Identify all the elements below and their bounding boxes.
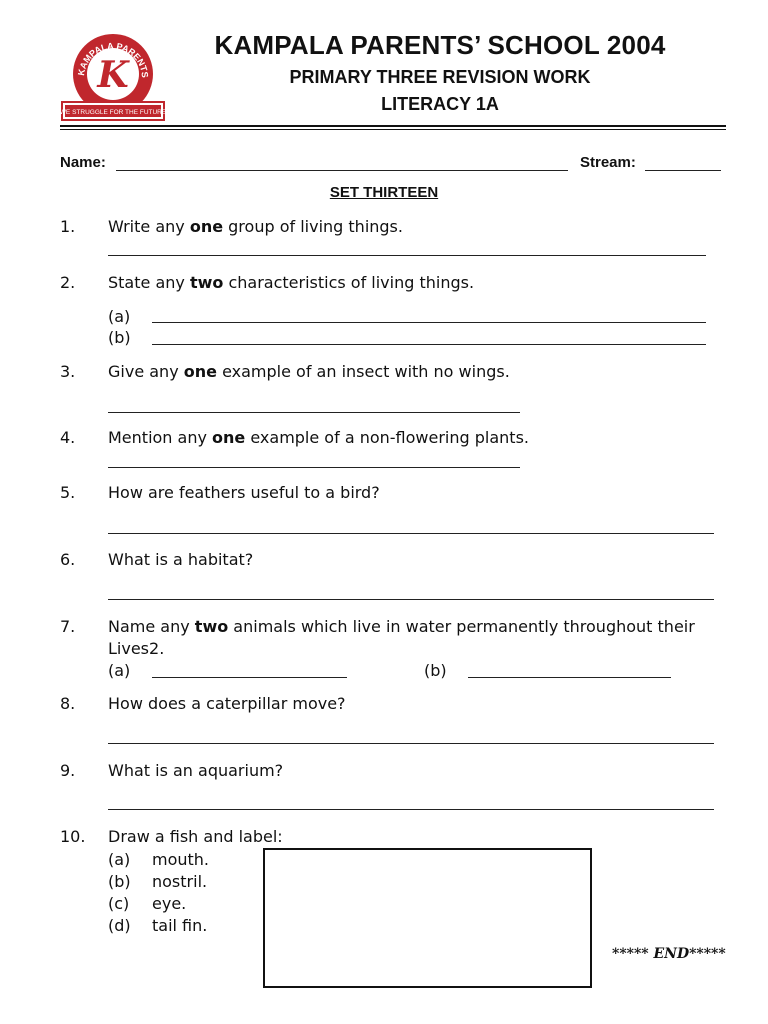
- subject-title: LITERACY 1A: [381, 94, 499, 114]
- question-2-sub-b: (b): [108, 328, 131, 347]
- stream-field[interactable]: [645, 170, 721, 171]
- question-7-number: 7.: [60, 617, 76, 636]
- answer-line-4[interactable]: [108, 467, 520, 468]
- question-1-text: Write any one group of living things.: [108, 217, 403, 236]
- question-2-number: 2.: [60, 273, 76, 292]
- question-2-text: State any two characteristics of living things.: [108, 273, 475, 292]
- question-8-text: How does a caterpillar move?: [108, 694, 346, 713]
- answer-line-1[interactable]: [108, 255, 706, 256]
- question-5-number: 5.: [60, 483, 76, 502]
- drawing-box[interactable]: [263, 848, 592, 988]
- question-3-text: Give any one example of an insect with no wings.: [108, 362, 510, 381]
- answer-line-3[interactable]: [108, 412, 520, 413]
- logo-letter: K: [97, 54, 129, 96]
- name-label: Name:: [60, 154, 106, 171]
- answer-line-9[interactable]: [108, 809, 714, 810]
- answer-line-2b[interactable]: [152, 344, 706, 345]
- label-letter-a: (a): [108, 850, 131, 869]
- answer-line-2a[interactable]: [152, 322, 706, 323]
- end-marker: ***** END*****: [612, 946, 726, 962]
- logo-motto: WE STRUGGLE FOR THE FUTURE: [60, 109, 166, 116]
- label-eye: eye.: [152, 894, 187, 913]
- question-10-text: Draw a fish and label:: [108, 827, 283, 846]
- label-letter-b: (b): [108, 872, 131, 891]
- answer-line-7a[interactable]: [152, 677, 347, 678]
- school-name: KAMPALA PARENTS’ SCHOOL 2004: [214, 30, 666, 60]
- question-6-number: 6.: [60, 550, 76, 569]
- question-1-number: 1.: [60, 217, 76, 236]
- question-3-number: 3.: [60, 362, 76, 381]
- question-7-text: Name any two animals which live in water permanently throughout their: [108, 617, 695, 636]
- stream-label: Stream:: [580, 154, 636, 171]
- header-rule: [60, 125, 726, 127]
- logo-ring-text: KAMPALA PARENTS: [76, 40, 151, 79]
- answer-line-6[interactable]: [108, 599, 714, 600]
- label-letter-c: (c): [108, 894, 130, 913]
- name-field[interactable]: [116, 170, 568, 171]
- answer-line-7b[interactable]: [468, 677, 671, 678]
- answer-line-5[interactable]: [108, 533, 714, 534]
- question-2-sub-a: (a): [108, 307, 131, 326]
- label-letter-d: (d): [108, 916, 131, 935]
- label-tail-fin: tail fin.: [152, 916, 208, 935]
- label-nostril: nostril.: [152, 872, 208, 891]
- question-7-sub-b: (b): [424, 661, 447, 680]
- question-10-number: 10.: [60, 827, 86, 846]
- question-9-number: 9.: [60, 761, 76, 780]
- question-7-text-cont: Lives2.: [108, 639, 165, 658]
- question-5-text: How are feathers useful to a bird?: [108, 483, 380, 502]
- label-mouth: mouth.: [152, 850, 210, 869]
- question-9-text: What is an aquarium?: [108, 761, 284, 780]
- question-4-text: Mention any one example of a non-flowering plants.: [108, 428, 529, 447]
- question-8-number: 8.: [60, 694, 76, 713]
- answer-line-8[interactable]: [108, 743, 714, 744]
- header-rule-thin: [60, 129, 726, 130]
- question-6-text: What is a habitat?: [108, 550, 254, 569]
- set-title: SET THIRTEEN: [329, 184, 439, 201]
- school-logo: [60, 30, 166, 124]
- question-7-sub-a: (a): [108, 661, 131, 680]
- question-4-number: 4.: [60, 428, 76, 447]
- revision-subtitle: PRIMARY THREE REVISION WORK: [289, 67, 591, 87]
